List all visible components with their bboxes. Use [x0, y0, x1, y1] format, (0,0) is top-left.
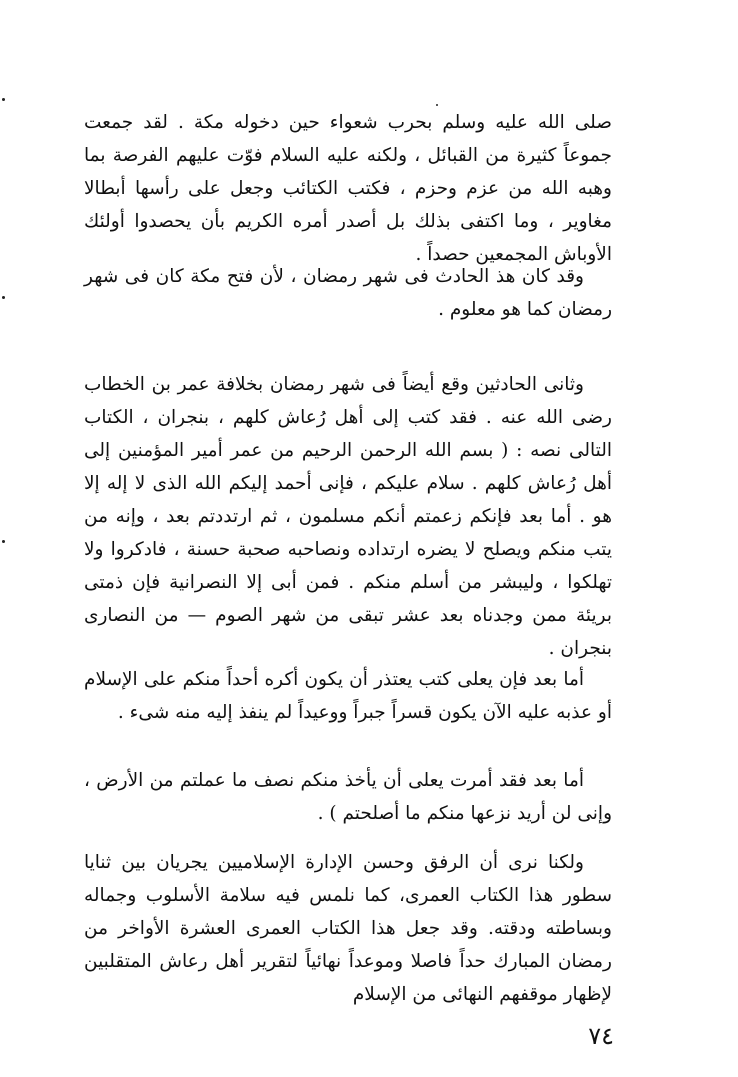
page-number: ٧٤ — [588, 1022, 614, 1050]
paragraph-4 — [84, 663, 612, 729]
paragraph-text: ولكنا نرى أن الرفق وحسن الإدارة الإسلاميين يجريان بين ثنايا سطور هذا الكتاب العمرى، كما نلمس فيه سلامة الأسلوب وجماله وبساطته ودقته. وقد جعل هذا الكتاب العمرى العشرة الأواخر من رمضان المبارك حداً فاصلا وموعداً نهائياً لتقرير أهل رعاش المتقلبين لإظهار موقفهم النهائى من الإسلام — [84, 852, 612, 1005]
scan-speck — [2, 296, 5, 299]
paragraph-text: وثانى الحادثين وقع أيضاً فى شهر رمضان بخلافة عمر بن الخطاب رضى الله عنه . فقد كتب إلى أهل رُعاش كلهم ، بنجران ، الكتاب التالى نصه : ( بسم الله الرحمن الرحيم من عمر أمير المؤمنين إلى أهل رُعاش كلهم . سلام عليكم ، فإنى أحمد إليكم الله الذى لا إله إلا هو . أما بعد فإنكم زعمتم أنكم مسلمون ، ثم ارتددتم بعد ، وإنه من يتب منكم ويصلح لا يضره ارتداده ونصاحبه صحبة حسنة ، فادكروا ولا تهلكوا ، وليبشر من أسلم منكم . فمن أبى إلا النصرانية فإن ذمتى بريئة ممن وجدناه بعد عشر تبقى من شهر الصوم — من النصارى بنجران . — [84, 374, 612, 659]
paragraph-text: أما بعد فقد أمرت يعلى أن يأخذ منكم نصف ما عملتم من الأرض ، وإنى لن أريد نزعها منكم ما أصلحتم ) . — [84, 770, 612, 824]
paragraph-5 — [84, 764, 612, 830]
paragraph-3 — [84, 368, 612, 665]
scan-speck — [2, 98, 5, 101]
scan-speck — [2, 540, 5, 543]
paragraph-2 — [84, 260, 612, 326]
paragraph-text: أما بعد فإن يعلى كتب يعتذر أن يكون أكره أحداً منكم على الإسلام أو عذبه عليه الآن يكون قسراً جبراً ووعيداً لم ينفذ إليه منه شىء . — [84, 669, 612, 723]
paragraph-6 — [84, 846, 612, 1011]
paragraph-1 — [84, 106, 612, 271]
paragraph-text: وقد كان هذ الحادث فى شهر رمضان ، لأن فتح مكة كان فى شهر رمضان كما هو معلوم . — [84, 266, 612, 320]
paragraph-text: صلى الله عليه وسلم بحرب شعواء حين دخوله مكة . لقد جمعت جموعاً كثيرة من القبائل ، ولكنه عليه السلام فوّت عليهم الفرصة بما وهبه الله من عزم وحزم ، فكتب الكتائب وجعل على رأسها أبطالا مغاوير ، وما اكتفى بذلك بل أصدر أمره الكريم بأن يحصدوا أولئك الأوباش المجمعين حصداً . — [84, 112, 612, 265]
